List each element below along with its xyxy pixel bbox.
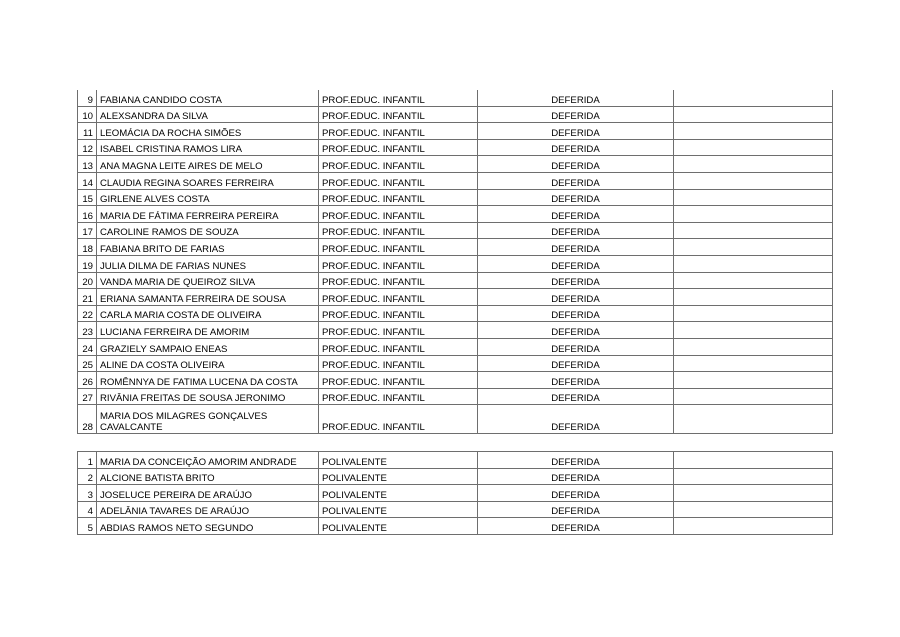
row-number: 13 <box>78 156 97 173</box>
row-status: DEFERIDA <box>478 501 674 518</box>
row-status: DEFERIDA <box>478 305 674 322</box>
row-empty-cell <box>674 139 833 156</box>
table-row <box>78 123 833 140</box>
row-role: PROF.EDUC. INFANTIL <box>319 289 478 306</box>
row-name: GRAZIELY SAMPAIO ENEAS <box>97 338 319 355</box>
row-role: POLIVALENTE <box>319 452 478 469</box>
table-row <box>78 239 833 256</box>
row-status: DEFERIDA <box>478 405 674 434</box>
row-role: PROF.EDUC. INFANTIL <box>319 322 478 339</box>
table-row <box>78 322 833 339</box>
row-name: RIVÂNIA FREITAS DE SOUSA JERONIMO <box>97 388 319 405</box>
row-name: LEOMÁCIA DA ROCHA SIMÕES <box>97 123 319 140</box>
row-status: DEFERIDA <box>478 106 674 123</box>
row-status: DEFERIDA <box>478 123 674 140</box>
table-row <box>78 289 833 306</box>
row-empty-cell <box>674 305 833 322</box>
row-role: POLIVALENTE <box>319 468 478 485</box>
row-name: CAROLINE RAMOS DE SOUZA <box>97 222 319 239</box>
row-role: PROF.EDUC. INFANTIL <box>319 189 478 206</box>
row-number: 9 <box>78 90 97 106</box>
row-name: ALCIONE BATISTA BRITO <box>97 468 319 485</box>
row-number: 23 <box>78 322 97 339</box>
row-name: CARLA MARIA COSTA DE OLIVEIRA <box>97 305 319 322</box>
table-row <box>78 355 833 372</box>
row-role: PROF.EDUC. INFANTIL <box>319 123 478 140</box>
row-number: 28 <box>78 405 97 434</box>
row-role: PROF.EDUC. INFANTIL <box>319 172 478 189</box>
row-empty-cell <box>674 452 833 469</box>
row-number: 25 <box>78 355 97 372</box>
row-empty-cell <box>674 272 833 289</box>
row-status: DEFERIDA <box>478 156 674 173</box>
row-name: LUCIANA FERREIRA DE AMORIM <box>97 322 319 339</box>
row-empty-cell <box>674 501 833 518</box>
row-number: 2 <box>78 468 97 485</box>
row-status: DEFERIDA <box>478 222 674 239</box>
row-status: DEFERIDA <box>478 355 674 372</box>
row-role: PROF.EDUC. INFANTIL <box>319 272 478 289</box>
row-role: PROF.EDUC. INFANTIL <box>319 355 478 372</box>
row-number: 10 <box>78 106 97 123</box>
row-empty-cell <box>674 355 833 372</box>
row-number: 4 <box>78 501 97 518</box>
row-empty-cell <box>674 372 833 389</box>
row-empty-cell <box>674 289 833 306</box>
row-status: DEFERIDA <box>478 372 674 389</box>
row-name: JULIA DILMA DE FARIAS NUNES <box>97 255 319 272</box>
table-row <box>78 485 833 502</box>
row-number: 27 <box>78 388 97 405</box>
row-empty-cell <box>674 206 833 223</box>
table-row <box>78 305 833 322</box>
row-empty-cell <box>674 388 833 405</box>
row-number: 21 <box>78 289 97 306</box>
row-role: PROF.EDUC. INFANTIL <box>319 106 478 123</box>
row-status: DEFERIDA <box>478 322 674 339</box>
row-empty-cell <box>674 222 833 239</box>
row-empty-cell <box>674 123 833 140</box>
table-row <box>78 90 833 106</box>
row-empty-cell <box>674 189 833 206</box>
table-row <box>78 468 833 485</box>
row-role: PROF.EDUC. INFANTIL <box>319 90 478 106</box>
row-empty-cell <box>674 518 833 535</box>
row-empty-cell <box>674 106 833 123</box>
row-number: 19 <box>78 255 97 272</box>
row-number: 15 <box>78 189 97 206</box>
row-status: DEFERIDA <box>478 452 674 469</box>
row-number: 18 <box>78 239 97 256</box>
row-empty-cell <box>674 255 833 272</box>
row-number: 26 <box>78 372 97 389</box>
row-status: DEFERIDA <box>478 289 674 306</box>
row-name: MARIA DE FÁTIMA FERREIRA PEREIRA <box>97 206 319 223</box>
row-empty-cell <box>674 90 833 106</box>
row-role: PROF.EDUC. INFANTIL <box>319 405 478 434</box>
row-status: DEFERIDA <box>478 255 674 272</box>
row-number: 11 <box>78 123 97 140</box>
row-number: 14 <box>78 172 97 189</box>
table-row <box>78 206 833 223</box>
row-role: PROF.EDUC. INFANTIL <box>319 338 478 355</box>
table-row <box>78 272 833 289</box>
row-empty-cell <box>674 172 833 189</box>
row-status: DEFERIDA <box>478 388 674 405</box>
row-role: PROF.EDUC. INFANTIL <box>319 305 478 322</box>
row-name: JOSELUCE PEREIRA DE ARAÚJO <box>97 485 319 502</box>
row-name: ADELÂNIA TAVARES DE ARAÚJO <box>97 501 319 518</box>
row-empty-cell <box>674 156 833 173</box>
row-number: 12 <box>78 139 97 156</box>
row-number: 1 <box>78 452 97 469</box>
row-role: PROF.EDUC. INFANTIL <box>319 239 478 256</box>
table-row <box>78 372 833 389</box>
row-number: 24 <box>78 338 97 355</box>
row-name: VANDA MARIA DE QUEIROZ SILVA <box>97 272 319 289</box>
row-status: DEFERIDA <box>478 139 674 156</box>
row-number: 3 <box>78 485 97 502</box>
row-name: MARIA DOS MILAGRES GONÇALVES CAVALCANTE <box>97 405 319 434</box>
row-status: DEFERIDA <box>478 206 674 223</box>
table-row <box>78 106 833 123</box>
row-status: DEFERIDA <box>478 189 674 206</box>
table-row <box>78 518 833 535</box>
row-status: DEFERIDA <box>478 172 674 189</box>
row-status: DEFERIDA <box>478 239 674 256</box>
row-role: PROF.EDUC. INFANTIL <box>319 139 478 156</box>
row-number: 17 <box>78 222 97 239</box>
table-row <box>78 255 833 272</box>
table-row <box>78 388 833 405</box>
table-row <box>78 172 833 189</box>
row-name: ALEXSANDRA DA SILVA <box>97 106 319 123</box>
row-status: DEFERIDA <box>478 485 674 502</box>
row-empty-cell <box>674 405 833 434</box>
row-empty-cell <box>674 239 833 256</box>
row-role: PROF.EDUC. INFANTIL <box>319 156 478 173</box>
row-number: 5 <box>78 518 97 535</box>
row-name: CLAUDIA REGINA SOARES FERREIRA <box>97 172 319 189</box>
row-status: DEFERIDA <box>478 90 674 106</box>
row-empty-cell <box>674 322 833 339</box>
row-role: POLIVALENTE <box>319 485 478 502</box>
row-empty-cell <box>674 485 833 502</box>
row-name: ANA MAGNA LEITE AIRES DE MELO <box>97 156 319 173</box>
row-role: PROF.EDUC. INFANTIL <box>319 388 478 405</box>
row-empty-cell <box>674 338 833 355</box>
row-name: FABIANA CANDIDO COSTA <box>97 90 319 106</box>
table-row <box>78 222 833 239</box>
row-number: 16 <box>78 206 97 223</box>
row-name: ALINE DA COSTA OLIVEIRA <box>97 355 319 372</box>
results-table-polivalente <box>77 451 833 535</box>
row-name: ROMÊNNYA DE FATIMA LUCENA DA COSTA <box>97 372 319 389</box>
row-status: DEFERIDA <box>478 338 674 355</box>
row-empty-cell <box>674 468 833 485</box>
row-role: POLIVALENTE <box>319 501 478 518</box>
row-role: PROF.EDUC. INFANTIL <box>319 372 478 389</box>
table-row <box>78 501 833 518</box>
row-number: 22 <box>78 305 97 322</box>
row-name: ISABEL CRISTINA RAMOS LIRA <box>97 139 319 156</box>
table-row <box>78 405 833 434</box>
row-status: DEFERIDA <box>478 272 674 289</box>
row-name: ABDIAS RAMOS NETO SEGUNDO <box>97 518 319 535</box>
row-number: 20 <box>78 272 97 289</box>
results-table-prof-educ-infantil <box>77 90 833 434</box>
row-role: PROF.EDUC. INFANTIL <box>319 206 478 223</box>
table-row <box>78 338 833 355</box>
table-row <box>78 139 833 156</box>
row-name: ERIANA SAMANTA FERREIRA DE SOUSA <box>97 289 319 306</box>
row-name: GIRLENE ALVES COSTA <box>97 189 319 206</box>
row-role: PROF.EDUC. INFANTIL <box>319 255 478 272</box>
table-row <box>78 452 833 469</box>
row-status: DEFERIDA <box>478 468 674 485</box>
table-row <box>78 156 833 173</box>
row-name: FABIANA BRITO DE FARIAS <box>97 239 319 256</box>
table-row <box>78 189 833 206</box>
row-name: MARIA DA CONCEIÇÃO AMORIM ANDRADE <box>97 452 319 469</box>
row-role: PROF.EDUC. INFANTIL <box>319 222 478 239</box>
row-role: POLIVALENTE <box>319 518 478 535</box>
row-status: DEFERIDA <box>478 518 674 535</box>
